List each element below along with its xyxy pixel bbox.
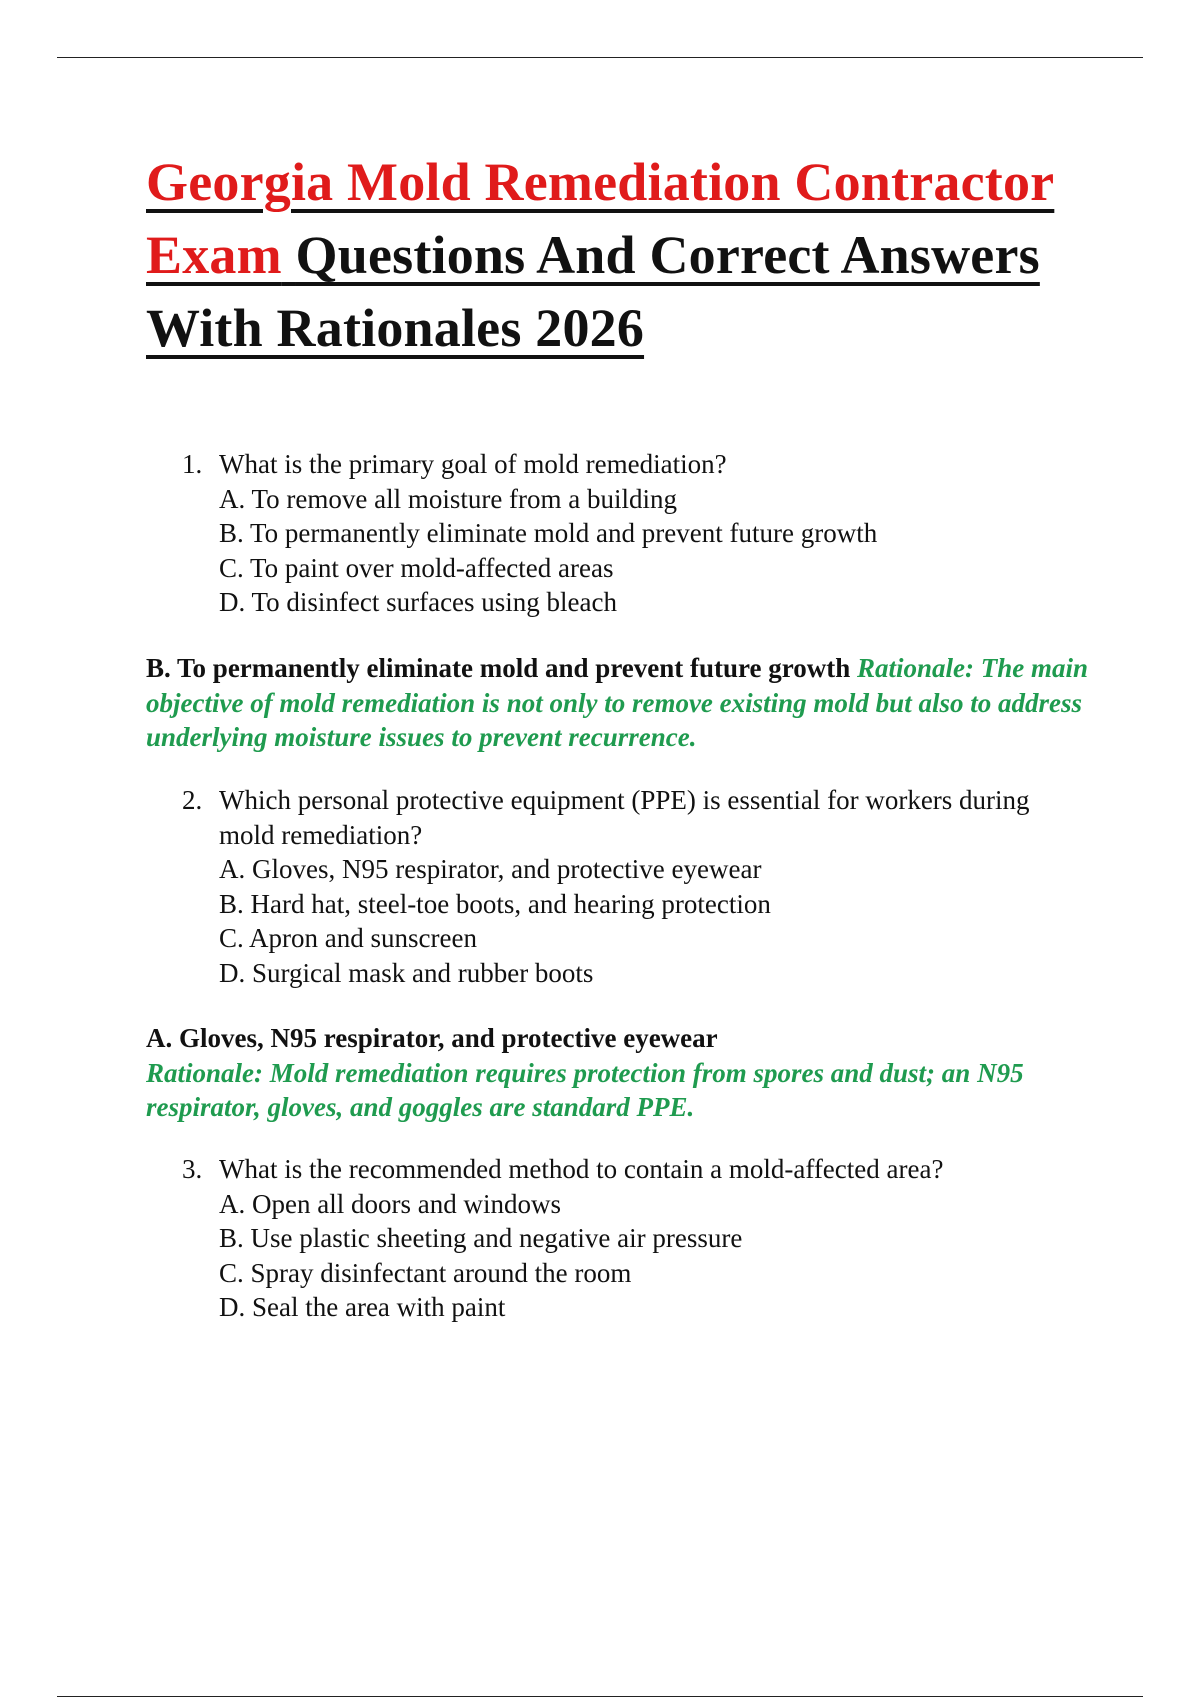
option-d: D. Surgical mask and rubber boots [219, 957, 594, 988]
question-stem [146, 1152, 1059, 1187]
answer-block-2 [146, 1021, 1096, 1125]
question-item [146, 1152, 1059, 1325]
question-stem [146, 447, 1059, 482]
correct-answer: B. To permanently eliminate mold and prevent future growth [146, 653, 851, 683]
option-c: C. Spray disinfectant around the room [219, 1257, 632, 1288]
question-number: 2. [182, 785, 203, 815]
bottom-rule [57, 1696, 1143, 1697]
question-text: What is the recommended method to contain a mold-affected area? [219, 1154, 944, 1184]
option-b: B. Hard hat, steel-toe boots, and hearing protection [219, 888, 771, 919]
correct-answer: A. Gloves, N95 respirator, and protective eyewear [146, 1023, 718, 1053]
title-dark-part: Questions And Correct Answers With Rationales 2026 [146, 225, 1040, 358]
question-number: 3. [182, 1154, 203, 1184]
option-c: C. Apron and sunscreen [219, 923, 477, 953]
question-text: What is the primary goal of mold remediation? [219, 449, 727, 479]
question-2 [146, 783, 1059, 990]
option-d: D. Seal the area with paint [219, 1292, 506, 1322]
question-stem [146, 783, 1059, 852]
option-a: A. Gloves, N95 respirator, and protective eyewear [219, 854, 762, 884]
option-c: C. To paint over mold-affected areas [219, 552, 614, 583]
question-3 [146, 1152, 1059, 1325]
question-item [146, 447, 1059, 620]
question-text: Which personal protective equipment (PPE) is essential for workers during mold remediation? [219, 785, 1030, 850]
option-a: A. To remove all moisture from a building [219, 483, 678, 514]
question-number: 1. [182, 449, 203, 479]
question-item [146, 783, 1059, 990]
answer-block-1 [146, 651, 1096, 755]
rationale: Rationale: Mold remediation requires protection from spores and dust; an N95 respirator, gloves, and goggles are standard PPE. [146, 1057, 1024, 1122]
document-title [146, 146, 1086, 365]
rationale: Rationale: The main objective of mold remediation is not only to remove existing mold but also to address underlying moisture issues to prevent recurrence. [146, 653, 1089, 752]
question-1 [146, 447, 1059, 620]
option-b: B. Use plastic sheeting and negative air pressure [219, 1223, 743, 1253]
option-b: B. To permanently eliminate mold and prevent future growth [219, 518, 878, 548]
title-red-part: Georgia Mold Remediation Contractor Exam [146, 152, 1055, 285]
option-d: D. To disinfect surfaces using bleach [219, 587, 617, 617]
top-rule [57, 57, 1143, 58]
option-a: A. Open all doors and windows [219, 1188, 561, 1219]
